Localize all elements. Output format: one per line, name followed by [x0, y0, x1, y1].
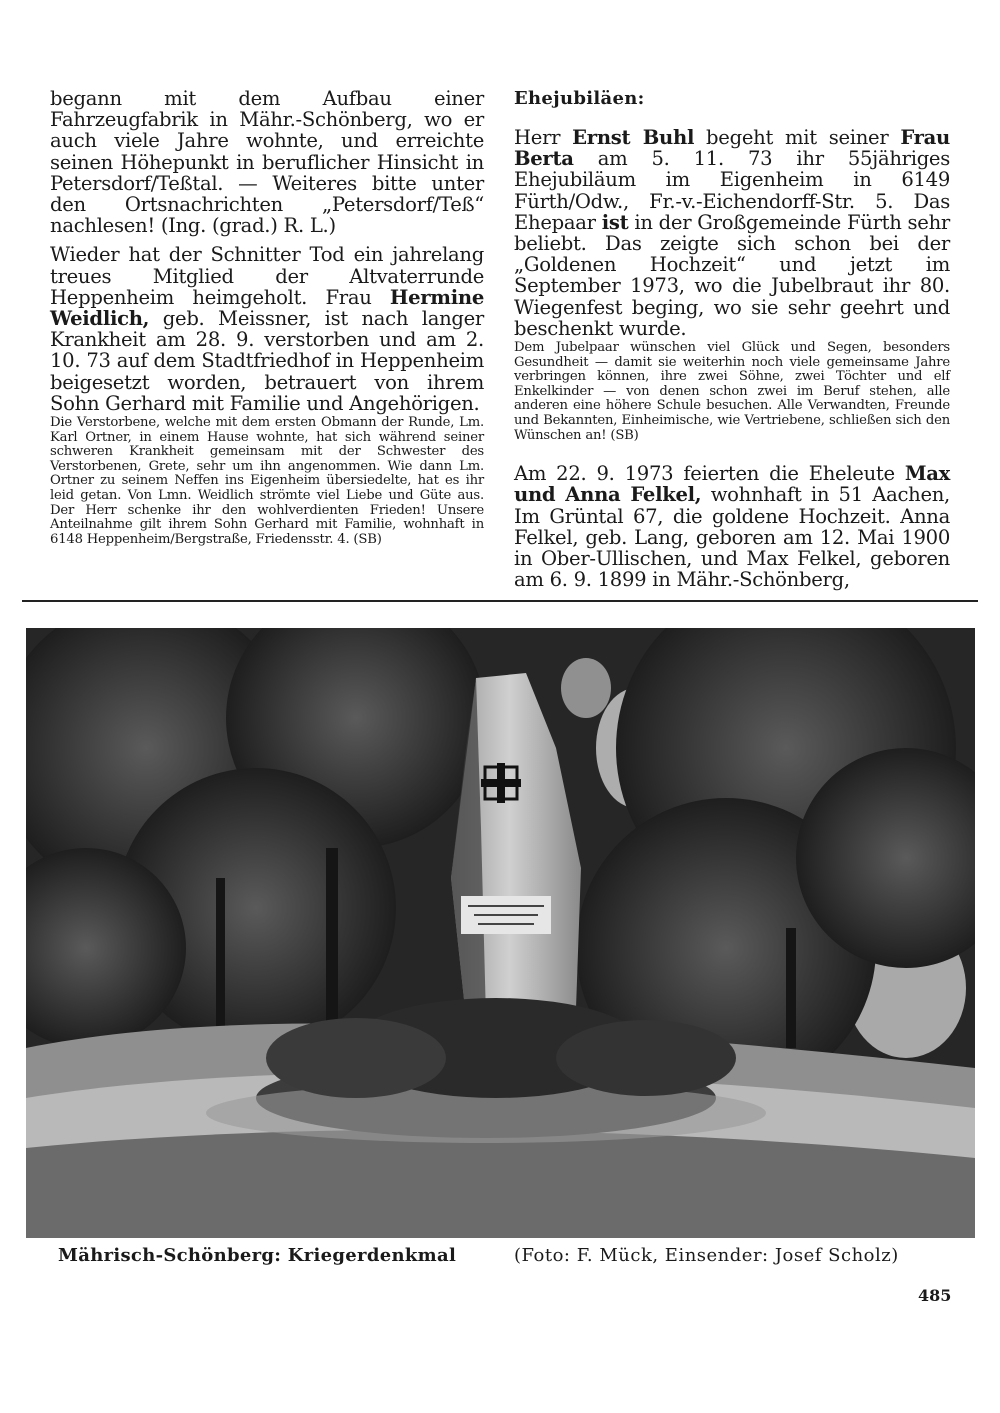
- right-paragraph-3: [514, 463, 950, 590]
- page-number: 485: [918, 1286, 952, 1305]
- text-run: Wieder hat der Schnitter Tod ein jahrelang treues Mitglied der Altvaterrunde Heppenheim heimgeholt. Frau: [50, 243, 484, 309]
- right-column: [514, 88, 950, 590]
- right-paragraph-1: [514, 127, 950, 339]
- photo-credit: (Foto: F. Mück, Einsender: Josef Scholz): [514, 1245, 899, 1266]
- section-heading: Ehejubiläen:: [514, 88, 645, 109]
- person-name: Hermine Weidlich,: [50, 285, 484, 331]
- photo-caption: Mährisch-Schönberg: Kriegerdenkmal: [58, 1245, 457, 1266]
- left-paragraph-3: Die Verstorbene, welche mit dem ersten Obmann der Runde, Lm. Karl Ortner, in einem Hause wohnte, hat sich während seiner schweren Krankheit gemeinsam mit der Schwester des Verstorbenen, Grete, sehr um ihn angenommen. Wie dann Lm. Ortner zu seinem Neffen ins Eigenheim übersiedelte, hat es ihr leid getan. Von Lmn. Weidlich strömte viel Liebe und Güte aus. Der Herr schenke ihr den wohlverdienten Frieden! Unsere Anteilnahme gilt ihrem Sohn Gerhard mit Familie, wohnhaft in 6148 Heppenheim/Bergstraße, Friedensstr. 4. (SB): [50, 415, 484, 547]
- text-run: wohnhaft in 51 Aachen, Im Grüntal 67, die goldene Hochzeit. Anna Felkel, geb. Lang, geboren am 12. Mai 1900 in Ober-Ullischen, und Max Felkel, geboren am 6. 9. 1899 in Mähr.-Schönberg,: [514, 483, 950, 592]
- right-paragraph-2: Dem Jubelpaar wünschen viel Glück und Segen, besonders Gesundheit — damit sie weiterhin noch viele gemeinsame Jahre verbringen können, ihre zwei Söhne, zwei Töchter und elf Enkelkinder — von denen schon zwei im Beruf stehen, alle anderen eine höhere Schule besuchen. Alle Verwandten, Freunde und Bekannten, Einheimische, wie Vertriebene, schließen sich den Wünschen an! (SB): [514, 340, 950, 443]
- left-paragraph-2: [50, 244, 484, 414]
- text-run: geb. Meissner, ist nach langer Krankheit am 28. 9. verstorben und am 2. 10. 73 auf dem Stadtfriedhof in Heppenheim beigesetzt worden, betrauert von ihrem Sohn Gerhard mit Familie und Angehörigen.: [50, 307, 484, 415]
- person-name: Ernst Buhl: [572, 126, 695, 149]
- left-column: [50, 88, 484, 547]
- person-name: Frau Berta: [514, 126, 951, 171]
- left-paragraph-1: begann mit dem Aufbau einer Fahrzeugfabrik in Mähr.-Schönberg, wo er auch viele Jahre wohnte, und erreichte seinen Höhepunkt in beruflicher Hinsicht in Petersdorf/Teßtal. — Weiteres bitte unter den Ortsnachrichten „Petersdorf/Teß“ nachlesen! (Ing. (grad.) R. L.): [50, 87, 484, 238]
- photo-illustration: [26, 628, 975, 1238]
- text-run: begeht mit seiner: [706, 126, 889, 149]
- bold-word: ist: [601, 210, 629, 234]
- text-run: Am 22. 9. 1973 feierten die Eheleute: [514, 462, 895, 486]
- text-run: in der Großgemeinde Fürth sehr beliebt. Das zeigte sich schon bei der „Goldenen Hochzeit“ und jetzt im September 1973, wo die Jubelbraut ihr 80. Wiegenfest beging, wo sie sehr geehrt und beschenkt wurde.: [514, 210, 950, 340]
- memorial-photo: [26, 628, 975, 1238]
- person-name: Max und Anna Felkel,: [514, 462, 950, 507]
- separator-rule: [22, 600, 978, 602]
- text-run: Herr: [514, 126, 561, 149]
- text-run: am 5. 11. 73 ihr 55jähriges Ehejubiläum im Eigenheim in 6149 Fürth/Odw., Fr.-v.-Eichendorff-Str. 5. Das Ehepaar: [514, 147, 950, 234]
